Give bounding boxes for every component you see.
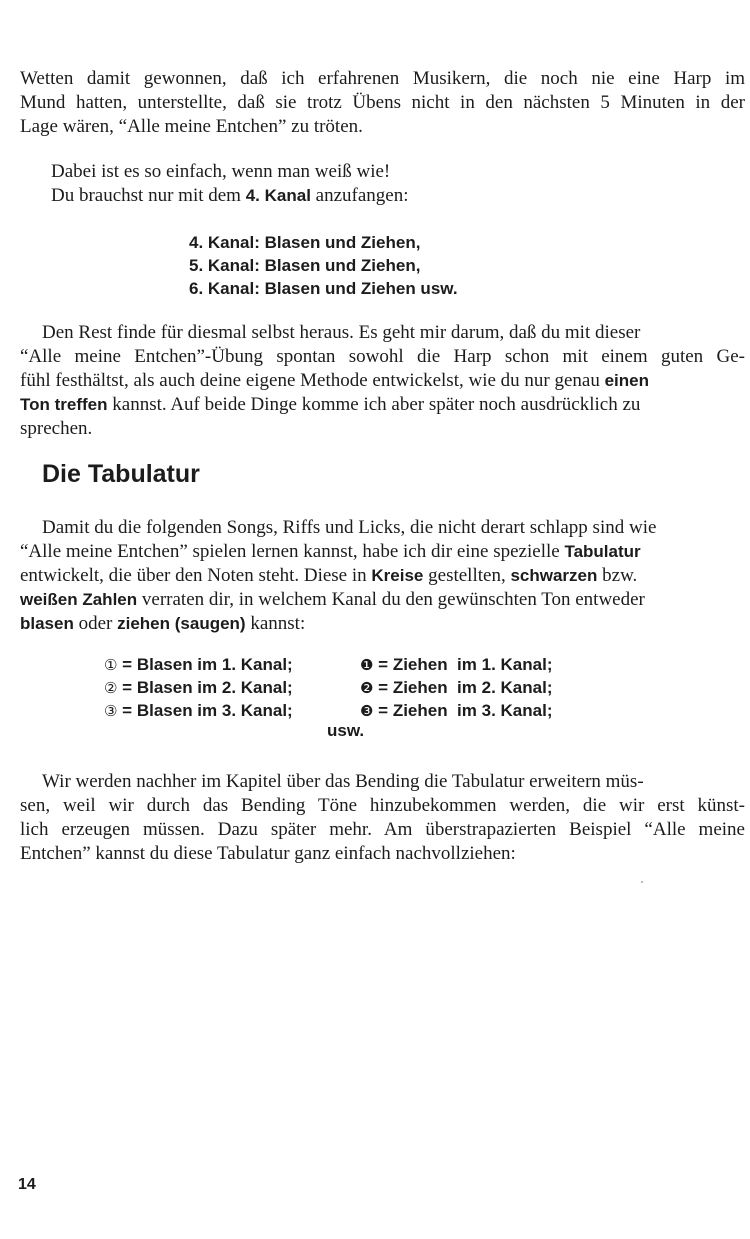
tab-intro-line-5-mid: oder xyxy=(73,613,118,634)
rest-line-3 xyxy=(20,369,649,393)
tab-blow-row-3-text: = Blasen im 3. Kanal; xyxy=(117,701,293,720)
intro-line-2: Mund hatten, unterstellte, daß sie trotz Übens nicht in den nächsten 5 Minuten in der xyxy=(20,92,745,113)
tab-intro-line-3-pre: entwickelt, die über den Noten steht. Diese in xyxy=(20,565,372,586)
draw-1-icon: ❶ xyxy=(360,656,374,674)
tab-draw-row-1 xyxy=(360,653,552,677)
hint-line-2-pre: Du brauchst nur mit dem xyxy=(51,185,246,206)
rest-line-5: sprechen. xyxy=(20,418,93,439)
hint-line-2 xyxy=(51,184,409,208)
rest-line-3-bold: einen xyxy=(604,371,649,390)
bending-line-3: lich erzeugen müssen. Dazu später mehr. Am überstrapazierten Beispiel “Alle meine xyxy=(20,819,745,840)
rest-line-4-post: kannst. Auf beide Dinge komme ich aber später noch ausdrücklich zu xyxy=(107,394,641,415)
draw-2-icon: ❷ xyxy=(360,679,374,697)
kanal-item-4: 4. Kanal: Blasen und Ziehen, xyxy=(189,233,421,252)
bending-line-4: Entchen” kannst du diese Tabulatur ganz einfach nachvollziehen: xyxy=(20,843,516,864)
tab-intro-line-2-bold: Tabulatur xyxy=(564,542,641,561)
tab-blow-row-1-text: = Blasen im 1. Kanal; xyxy=(117,655,293,674)
tab-draw-row-1-text: = Ziehen im 1. Kanal; xyxy=(373,655,553,674)
blow-2-icon: ② xyxy=(104,679,118,697)
page-number: 14 xyxy=(18,1176,36,1193)
rest-line-4 xyxy=(20,393,640,417)
tab-intro-line-3 xyxy=(20,564,637,588)
tab-draw-row-3 xyxy=(360,699,552,723)
rest-line-3-pre: fühl festhältst, als auch deine eigene Methode entwickelst, wie du nur genau xyxy=(20,370,605,391)
bending-line-2: sen, weil wir durch das Bending Töne hinzubekommen werden, die wir erst künst- xyxy=(20,795,745,816)
tab-intro-line-5-post: kannst: xyxy=(245,613,306,634)
tab-intro-line-5-bold1: blasen xyxy=(20,614,74,633)
tab-usw: usw. xyxy=(327,721,365,740)
scan-speck xyxy=(641,881,643,883)
rest-line-1: Den Rest finde für diesmal selbst heraus. Es geht mir darum, daß du mit dieser xyxy=(42,322,641,343)
tab-blow-row-3 xyxy=(104,699,293,723)
tab-intro-line-2 xyxy=(20,540,641,564)
hint-line-2-bold: 4. Kanal xyxy=(245,186,311,205)
tab-intro-line-5 xyxy=(20,612,305,636)
section-heading: Die Tabulatur xyxy=(42,460,200,488)
tab-intro-line-3-mid: gestellten, xyxy=(423,565,511,586)
intro-line-1: Wetten damit gewonnen, daß ich erfahrenen Musikern, die noch nie eine Harp im xyxy=(20,68,745,89)
tab-draw-row-2 xyxy=(360,676,552,700)
tab-draw-row-3-text: = Ziehen im 3. Kanal; xyxy=(373,701,553,720)
hint-line-2-post: anzufangen: xyxy=(310,185,409,206)
rest-line-2: “Alle meine Entchen”-Übung spontan sowohl die Harp schon mit einem guten Ge- xyxy=(20,346,745,367)
tab-intro-line-5-bold2: ziehen (saugen) xyxy=(117,614,246,633)
intro-line-3: Lage wären, “Alle meine Entchen” zu tröten. xyxy=(20,116,363,137)
blow-3-icon: ③ xyxy=(104,702,118,720)
tab-intro-line-3-post: bzw. xyxy=(597,565,638,586)
blow-1-icon: ① xyxy=(104,656,118,674)
tab-blow-row-2-text: = Blasen im 2. Kanal; xyxy=(117,678,293,697)
draw-3-icon: ❸ xyxy=(360,702,374,720)
rest-line-4-bold: Ton treffen xyxy=(20,395,108,414)
tab-intro-line-1: Damit du die folgenden Songs, Riffs und Licks, die nicht derart schlapp sind wie xyxy=(42,517,657,538)
hint-line-1: Dabei ist es so einfach, wenn man weiß wie! xyxy=(51,161,391,182)
tab-draw-row-2-text: = Ziehen im 2. Kanal; xyxy=(373,678,553,697)
tab-intro-line-4-post: verraten dir, in welchem Kanal du den gewünschten Ton entweder xyxy=(137,589,645,610)
tab-blow-row-2 xyxy=(104,676,293,700)
tab-blow-row-1 xyxy=(104,653,293,677)
tab-intro-line-3-bold1: Kreise xyxy=(371,566,424,585)
tab-intro-line-4-bold: weißen Zahlen xyxy=(20,590,138,609)
bending-line-1: Wir werden nachher im Kapitel über das Bending die Tabulatur erweitern müs- xyxy=(42,771,644,792)
tab-intro-line-3-bold2: schwarzen xyxy=(510,566,598,585)
tab-intro-line-4 xyxy=(20,588,645,612)
kanal-item-5: 5. Kanal: Blasen und Ziehen, xyxy=(189,256,421,275)
tab-intro-line-2-pre: “Alle meine Entchen” spielen lernen kannst, habe ich dir eine spezielle xyxy=(20,541,565,562)
kanal-item-6: 6. Kanal: Blasen und Ziehen usw. xyxy=(189,279,458,298)
